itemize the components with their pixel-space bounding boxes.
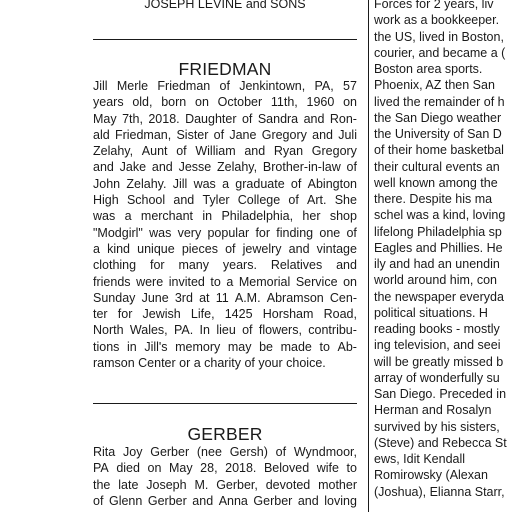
text-line: Romirowsky (Alexan xyxy=(374,468,488,483)
text-line: will be greatly missed b xyxy=(374,354,504,369)
text-line: Eagles and Phillies. He xyxy=(374,240,503,255)
text-line: Rita Joy Gerber (nee Gersh) of Wyndmoor, xyxy=(93,445,357,459)
text-line: North Wales, PA. In lieu of flowers, contribu- xyxy=(93,323,357,338)
text-line: lived the remainder of h xyxy=(374,94,505,109)
text-line: ald Friedman, Sister of Jane Gregory and Juli xyxy=(93,127,357,142)
text-line: a kind unique pieces of jewelry and vintage xyxy=(93,241,357,256)
previous-notice-signature: JOSEPH LEVINE and SONS xyxy=(144,0,306,11)
text-line: Herman and Rosalyn xyxy=(374,403,492,418)
text-line: there. Despite his ma xyxy=(374,192,493,206)
text-line: ews, Idit Kendall xyxy=(374,452,466,466)
text-line: ing television, and seei xyxy=(374,338,501,353)
text-line: political situations. H xyxy=(374,305,488,320)
text-line: their cultural events an xyxy=(374,159,500,174)
notice-divider xyxy=(93,403,357,404)
text-line: well known among the xyxy=(374,175,498,190)
column-divider xyxy=(368,0,369,512)
text-line: Jill Merle Friedman of Jenkintown, PA, 57 xyxy=(93,79,357,93)
notice-divider xyxy=(93,39,357,40)
text-line: San Diego. Preceded in xyxy=(374,387,507,401)
text-line: High School and Tyler College of Art. She xyxy=(93,193,357,208)
text-line: friends were invited to a Memorial Service on xyxy=(93,274,357,289)
text-line: world around him, con xyxy=(374,273,497,288)
gerber-notice-text xyxy=(93,444,357,509)
text-line: clothing for many years. Relatives and xyxy=(93,258,357,273)
text-line: the US, lived in Boston, xyxy=(374,29,504,44)
text-line: the newspaper everyda xyxy=(374,289,504,304)
gerber-heading: GERBER xyxy=(187,424,263,444)
text-line: PA died on May 28, 2018. Beloved wife to xyxy=(93,461,357,476)
text-line: ily and had an unendin xyxy=(374,257,500,271)
text-line: survived by his sisters, xyxy=(374,419,500,434)
text-line: schel was a kind, loving xyxy=(374,208,506,223)
text-line: of their home basketbal xyxy=(374,143,504,158)
friedman-heading: FRIEDMAN xyxy=(178,59,272,79)
friedman-notice-text xyxy=(93,78,357,371)
text-line: reading books - mostly xyxy=(374,322,500,336)
text-line: (Joshua), Elianna Starr, xyxy=(374,484,505,499)
text-line: ramson Center or a charity of your choice. xyxy=(93,356,326,371)
text-line: (Steve) and Rebecca St xyxy=(374,435,507,450)
text-line: array of wonderfully su xyxy=(374,370,500,385)
text-line: of Glenn Gerber and Anna Gerber and loving xyxy=(93,493,357,508)
text-line: May 7th, 2018. Daughter of Sandra and Ron- xyxy=(93,111,357,126)
text-line: Zelahy, Aunt of William and Ryan Gregory xyxy=(93,144,357,159)
text-line: work as a bookkeeper. xyxy=(374,13,500,28)
text-line: tions in Jill's memory may be made to Ab- xyxy=(93,339,357,354)
text-line: Boston area sports. xyxy=(374,62,483,76)
text-line: Sunday June 3rd at 11 A.M. Abramson Cen- xyxy=(93,290,357,305)
text-line: and Jake and Jesse Zelahy, Brother-in-law of xyxy=(93,160,357,175)
text-line: lifelong Philadelphia sp xyxy=(374,224,502,239)
text-line: John Zelahy. Jill was a graduate of Abington xyxy=(93,176,357,191)
text-line: years old, born on October 11th, 1960 on xyxy=(93,95,357,110)
right-column-notice-text xyxy=(374,0,512,500)
text-line: Phoenix, AZ then San xyxy=(374,78,495,93)
text-line: the late Joseph M. Gerber, devoted mother xyxy=(93,477,357,492)
text-line: ter for Jewish Life, 1425 Horsham Road, xyxy=(93,307,357,322)
text-line: was a merchant in Philadelphia, her shop xyxy=(93,209,357,224)
text-line: the San Diego weather xyxy=(374,110,502,125)
text-line: "Modgirl" was very popular for finding one of xyxy=(93,225,357,240)
text-line: Forces for 2 years, liv xyxy=(374,0,494,11)
text-line: the University of San D xyxy=(374,127,502,141)
text-line: courier, and became a ( xyxy=(374,45,506,60)
